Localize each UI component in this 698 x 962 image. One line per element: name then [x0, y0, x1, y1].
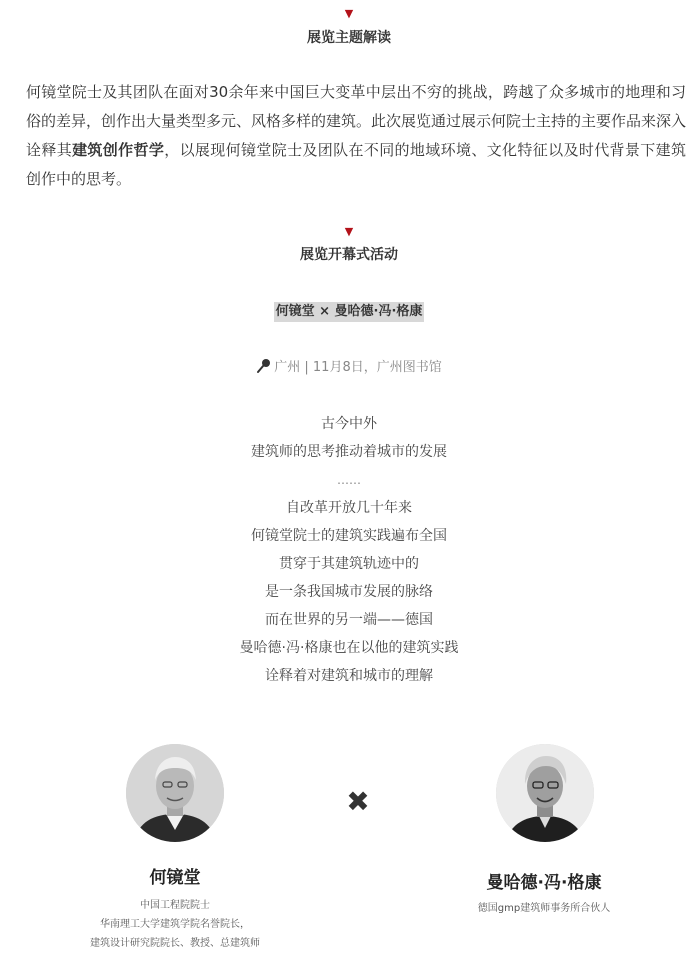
poem-line: 诠释着对建筑和城市的理解	[265, 668, 433, 684]
poem-line: 曼哈德·冯·格康也在以他的建筑实践	[239, 640, 459, 656]
poem-line: 何镜堂院士的建筑实践遍布全国	[251, 528, 447, 544]
location-pin-icon	[256, 358, 272, 374]
section-marker-icon: ▼	[344, 225, 354, 238]
poem-line: 自改革开放几十年来	[286, 500, 412, 516]
versus-icon: ✖	[346, 785, 370, 818]
section-heading-opening: 展览开幕式活动	[300, 247, 398, 263]
person-title-left	[40, 896, 310, 953]
section-heading-theme: 展览主题解读	[307, 30, 391, 46]
intro-text-part2: ，以展现何镜堂院士及团队在不同的地域环境、文化特征以及时代背景下建筑创作中的思考。	[26, 141, 686, 188]
intro-text-bold: 建筑创作哲学	[72, 141, 165, 159]
title-line: 建筑设计研究院院长、教授、总建筑师	[90, 938, 260, 949]
poem-line: 古今中外	[321, 416, 377, 432]
title-line: 中国工程院院士	[140, 900, 210, 911]
event-highlight-label: 何镜堂 × 曼哈德·冯·格康	[274, 302, 425, 322]
person-title-right	[430, 899, 658, 918]
intro-text-part1: 何镜堂院士及其团队在面对30余年来中国巨大变革中层出不穷的挑战，跨越了众多城市的地理和习俗的差异，创作出大量类型多元、风格多样的建筑。此次展览通过展示何院士主持的主要作品来深入诠释其	[26, 83, 687, 159]
avatar-right	[496, 744, 594, 842]
event-meta-text: 广州 | 11月8日，广州图书馆	[274, 360, 442, 375]
poem-list	[0, 410, 698, 690]
intro-paragraph	[26, 78, 686, 194]
avatar-left	[126, 744, 224, 842]
title-line: 德国gmp建筑师事务所合伙人	[477, 903, 611, 914]
person-name-left: 何镜堂	[149, 868, 201, 888]
poem-line: 而在世界的另一端——德国	[265, 612, 433, 628]
poem-line: 建筑师的思考推动着城市的发展	[251, 444, 447, 460]
poem-line: ……	[337, 473, 361, 487]
poem-line: 是一条我国城市发展的脉络	[265, 584, 433, 600]
person-name-right: 曼哈德·冯·格康	[486, 873, 602, 893]
section-marker-icon: ▼	[344, 7, 354, 20]
title-line: 华南理工大学建筑学院名誉院长，	[100, 919, 250, 930]
event-meta	[0, 358, 698, 378]
highlight-row	[0, 300, 698, 322]
poem-line: 贯穿于其建筑轨迹中的	[279, 556, 419, 572]
